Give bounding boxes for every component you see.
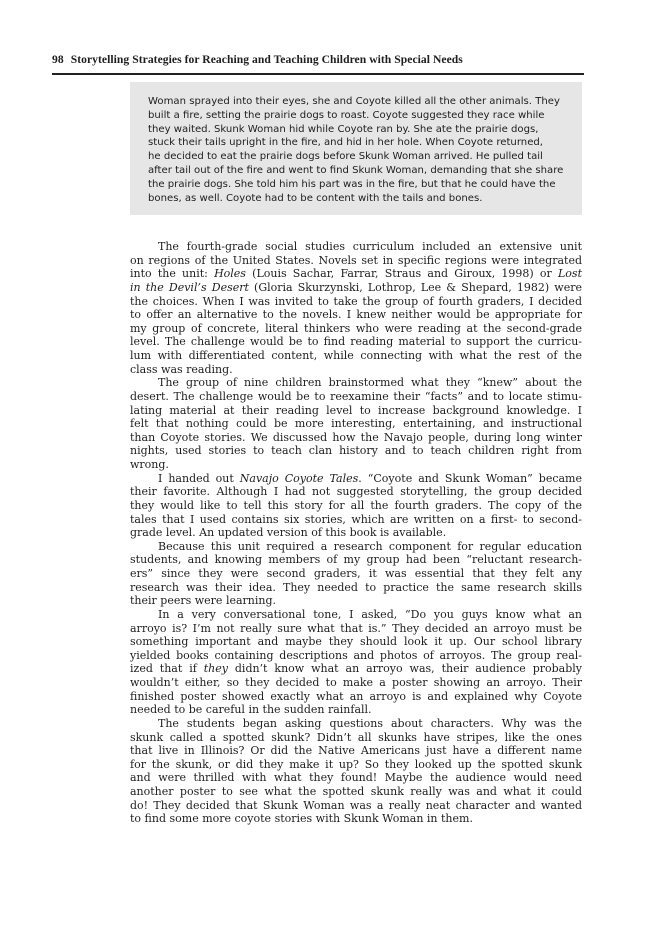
paragraph [130,376,582,471]
text-line: arroyo is? I’m not really sure what that is.” They decided an arroyo must be [130,621,582,635]
text-line: something important and maybe they should look it up. Our school library [130,635,582,649]
text-line: finished poster showed exactly what an arroyo is and explained why Coyote [130,689,582,703]
text-line: Woman sprayed into their eyes, she and Coyote killed all the other animals. They [148,96,560,107]
text-line: wouldn’t either, so they decided to make a poster showing an arroyo. Their [130,676,582,689]
book-title: Navajo Coyote Tales [239,471,359,485]
text-line: tales that I used contains six stories, which are written on a first- to second- [130,512,582,526]
book-title: in the Devil’s Desert [130,280,249,294]
text-line: they waited. Skunk Woman hid while Coyote ran by. She ate the prairie dogs, [148,123,539,135]
text-line: class was reading. [130,362,233,376]
running-title: Storytelling Strategies for Reaching and Teaching Children with Special Needs [70,53,463,66]
text-line: on regions of the United States. Novels set in specific regions were integrated [130,253,582,267]
text-line: Because this unit required a research component for regular education [158,539,582,553]
text-line: lating material at their reading level to increase background knowledge. I [130,403,582,417]
text-line: research was their idea. They needed to practice the same research skills [130,580,582,594]
text-line: ized that if they didn’t know what an arroyo was, their audience probably [130,662,582,676]
book-title: Holes [214,267,246,281]
text-line: their peers were learning. [130,594,277,608]
text-line: stuck their tails upright in the fire, and hid in her hole. When Coyote returned, [148,137,544,149]
text-line: The students began asking questions about characters. Why was the [158,716,582,730]
paragraph [130,240,582,376]
paragraph [130,472,582,540]
text-line: for the skunk, or did they make it up? So they looked up the spotted skunk [130,757,582,771]
story-summary-box [130,82,582,215]
text-line: ers” since they were second graders, it was essential that they felt any [130,567,582,580]
text-line: do! They decided that Skunk Woman was a really neat character and wanted [130,798,582,812]
page-number: 98 [52,53,64,66]
emphasis: they [203,662,228,676]
text-line: desert. The challenge would be to reexamine their “facts” and to locate stimu- [130,389,582,403]
text-line: their favorite. Although I had not suggested storytelling, the group decided [130,485,582,499]
text-line: that live in Illinois? Or did the Native Americans just have a different name [130,744,582,758]
text-line: in the Devil’s Desert (Gloria Skurzynski, Lothrop, Lee & Shepard, 1982) were [130,280,582,294]
text-line: nights, used stories to teach clan history and to teach children right from [130,444,582,458]
text-line: level. The challenge would be to find reading material to support the curricu- [130,335,582,349]
text-line: he decided to eat the prairie dogs before Skunk Woman arrived. He pulled tail [148,151,543,163]
text-line: bones, as well. Coyote had to be content with the tails and bones. [148,192,483,204]
text-line: In a very conversational tone, I asked, “Do you guys know what an [158,607,582,621]
book-title: Lost [558,267,582,281]
body-text [130,240,582,826]
text-line: to find some more coyote stories with Skunk Woman in them. [130,812,473,826]
text-line: than Coyote stories. We discussed how the Navajo people, during long winter [130,430,582,444]
paragraph [130,717,582,826]
text-line: skunk called a spotted skunk? Didn’t all skunks have stripes, like the ones [130,730,582,744]
text-line: I handed out Navajo Coyote Tales. “Coyote and Skunk Woman” became [158,471,582,485]
paragraph [130,540,582,608]
text-line: built a fire, setting the prairie dogs to roast. Coyote suggested they race while [148,109,545,121]
text-line: another poster to see what the spotted skunk really was and what it could [130,785,582,798]
text-line: to offer an alternative to the novels. I knew neither would be appropriate for [130,308,582,322]
paragraph [130,608,582,717]
text-line: students, and knowing members of my group had been “reluctant research- [130,553,582,567]
text-line: my group of concrete, literal thinkers who were reading at the second-grade [130,321,582,335]
story-summary-text [148,95,572,205]
text-line: The fourth-grade social studies curriculum included an extensive unit [158,240,582,253]
text-line: wrong. [130,458,169,471]
running-header [52,53,584,66]
text-line: they would like to tell this story for all the fourth graders. The copy of the [130,498,582,512]
text-line: and were thrilled with what they found! Maybe the audience would need [130,771,582,785]
text-line: into the unit: Holes (Louis Sachar, Farrar, Straus and Giroux, 1998) or Lost [130,267,582,281]
text-line: the choices. When I was invited to take the group of fourth graders, I decided [130,294,582,308]
text-line: needed to be careful in the sudden rainfall. [130,703,372,717]
text-line: yielded books containing descriptions and photos of arroyos. The group real- [130,648,582,662]
text-line: the prairie dogs. She told him his part was in the fire, but that he could have the [148,178,556,190]
text-line: felt that nothing could be more interesting, entertaining, and instructional [130,417,582,431]
text-line: grade level. An updated version of this book is available. [130,526,447,540]
text-line: after tail out of the fire and went to find Skunk Woman, demanding that she share [148,164,564,176]
text-line: lum with differentiated content, while connecting with what the rest of the [130,349,582,362]
text-line: The group of nine children brainstormed what they “knew” about the [158,376,582,390]
header-rule [52,73,584,75]
